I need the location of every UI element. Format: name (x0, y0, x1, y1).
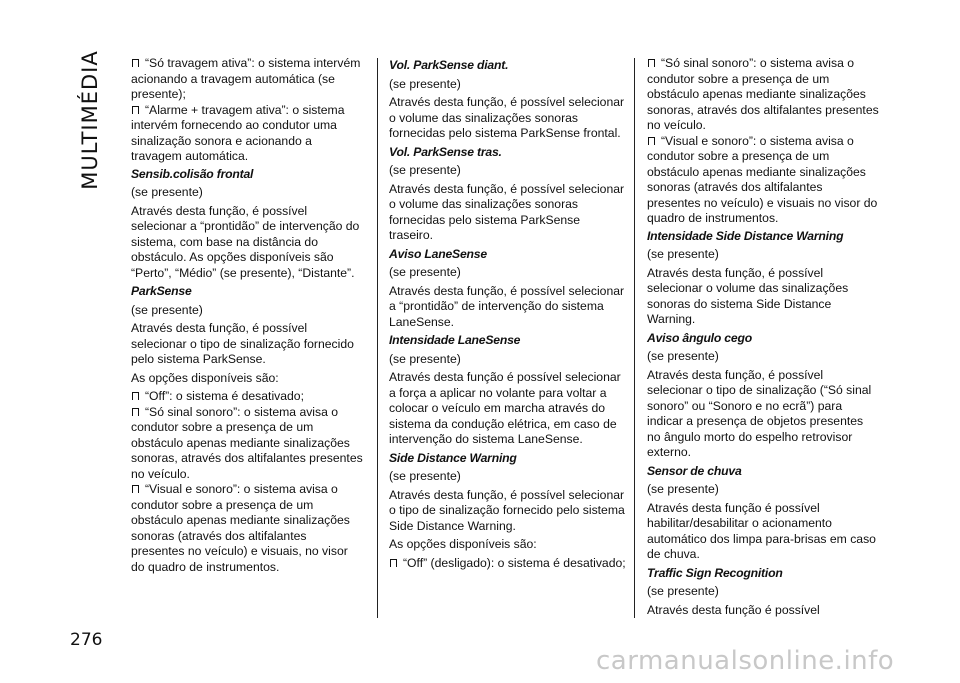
section-heading: Intensidade LaneSense (389, 333, 521, 347)
paragraph: (se presente) (647, 584, 719, 598)
section-heading: ParkSense (131, 284, 192, 298)
section-heading: Aviso ângulo cego (647, 330, 752, 345)
paragraph: (se presente) (389, 351, 461, 366)
section-heading: Intensidade Side Distance Warning (647, 228, 844, 243)
bullet-item (131, 405, 363, 483)
bullet-text: “Off”: o sistema é desativado; (145, 389, 304, 403)
watermark: carmanualsonline.info (596, 646, 895, 676)
paragraph: (se presente) (389, 76, 461, 91)
text-column-1 (131, 56, 363, 575)
paragraph: Através desta função é possível habilitar/desabilitar o acionamento automático dos limpa para-brisas em caso de chuva. (647, 500, 876, 561)
bullet-text: “Só sinal sonoro”: o sistema avisa o condutor sobre a presença de um obstáculo apenas mediante sinalizações sonoras, através dos altifalantes presentes no veículo. (647, 56, 879, 132)
bullet-icon (648, 59, 655, 67)
section-heading: Sensib.colisão frontal (131, 166, 254, 181)
section-heading: Aviso LaneSense (389, 246, 487, 261)
paragraph: Através desta função, é possível selecionar o volume das sinalizações sonoras fornecidas pelo sistema ParkSense traseiro. (389, 181, 625, 242)
paragraph: Através desta função, é possível selecionar o volume das sinalizações sonoras fornecidas pelo sistema ParkSense frontal. (389, 95, 625, 140)
section-heading: Vol. ParkSense tras. (389, 144, 502, 159)
bullet-icon (132, 392, 139, 400)
paragraph: (se presente) (647, 349, 719, 363)
bullet-icon (132, 408, 139, 416)
section-heading: Traffic Sign Recognition (647, 565, 783, 580)
paragraph: As opções disponíveis são: (131, 370, 279, 385)
paragraph: Através desta função, é possível selecionar o tipo de sinalização fornecido pelo sistema ParkSense. (131, 321, 354, 366)
bullet-icon (390, 559, 397, 567)
paragraph: (se presente) (389, 163, 461, 177)
text-column-2 (389, 56, 627, 571)
paragraph: (se presente) (131, 302, 203, 317)
bullet-icon (132, 106, 139, 114)
paragraph: Através desta função, é possível selecionar o tipo de sinalização fornecido pelo sistema Side Distance Warning. (389, 487, 625, 533)
paragraph: Através desta função é possível selecionar a força a aplicar no volante para voltar a colocar o veículo em marcha através do sistema da condução elétrica, em caso de intervenção do sistema LaneSense. (389, 370, 621, 446)
section-label (60, 40, 120, 200)
paragraph: (se presente) (131, 185, 203, 199)
section-label-text: MULTIMÉDIA (78, 50, 102, 190)
bullet-icon (648, 137, 655, 145)
bullet-text: “Só travagem ativa”: o sistema intervém acionando a travagem automática (se presente); (131, 56, 361, 101)
paragraph: (se presente) (389, 469, 461, 483)
paragraph: (se presente) (389, 265, 461, 279)
bullet-item (647, 134, 879, 227)
text-column-3 (647, 56, 879, 621)
page-number: 276 (70, 630, 103, 650)
bullet-item (647, 56, 879, 134)
paragraph: Através desta função, é possível selecionar a “prontidão” de intervenção do sistema LaneSense. (389, 283, 625, 329)
bullet-text: “Alarme + travagem ativa”: o sistema intervém fornecendo ao condutor uma sinalização sonora e acionando a travagem automática. (131, 102, 345, 163)
bullet-item (131, 389, 363, 405)
column-divider (634, 58, 635, 618)
bullet-item (131, 482, 363, 575)
section-heading: Vol. ParkSense diant. (389, 58, 509, 72)
paragraph: (se presente) (647, 482, 719, 496)
paragraph: Através desta função, é possível selecionar o tipo de sinalização (“Só sinal sonoro” ou “Sonoro e no ecrã”) para indicar a presença de objetos presentes no ângulo morto do espelho retrovisor externo. (647, 367, 872, 459)
bullet-text: “Visual e sonoro”: o sistema avisa o condutor sobre a presença de um obstáculo apenas mediante sinalizações sonoras (através dos altifalantes presentes no veículo) e visuais no visor do quadro de instrumentos. (647, 133, 878, 225)
bullet-text: “Off” (desligado): o sistema é desativado; (403, 555, 626, 570)
paragraph: Através desta função, é possível selecionar o volume das sinalizações sonoras do sistema Side Distance Warning. (647, 265, 849, 326)
bullet-text: “Só sinal sonoro”: o sistema avisa o condutor sobre a presença de um obstáculo apenas mediante sinalizações sonoras, através dos altifalantes presentes no veículo. (131, 404, 363, 481)
column-divider (377, 58, 378, 618)
bullet-item (131, 56, 363, 103)
paragraph: (se presente) (647, 247, 719, 261)
section-heading: Side Distance Warning (389, 450, 517, 465)
section-heading: Sensor de chuva (647, 463, 742, 478)
paragraph: Através desta função é possível (647, 602, 820, 617)
bullet-item (131, 103, 363, 165)
bullet-icon (132, 59, 139, 67)
bullet-icon (132, 485, 139, 493)
bullet-text: “Visual e sonoro”: o sistema avisa o condutor sobre a presença de um obstáculo apenas mediante sinalizações sonoras (através dos altifalantes presentes no veículo) e visuais, no visor do quadro de instrumentos. (131, 482, 350, 574)
paragraph: Através desta função, é possível selecionar a “prontidão” de intervenção do sistema, com base na distância do obstáculo. As opções disponíveis são “Perto”, “Médio” (se presente), “Distante”. (131, 203, 360, 280)
bullet-item (389, 556, 627, 572)
paragraph: As opções disponíveis são: (389, 537, 537, 551)
